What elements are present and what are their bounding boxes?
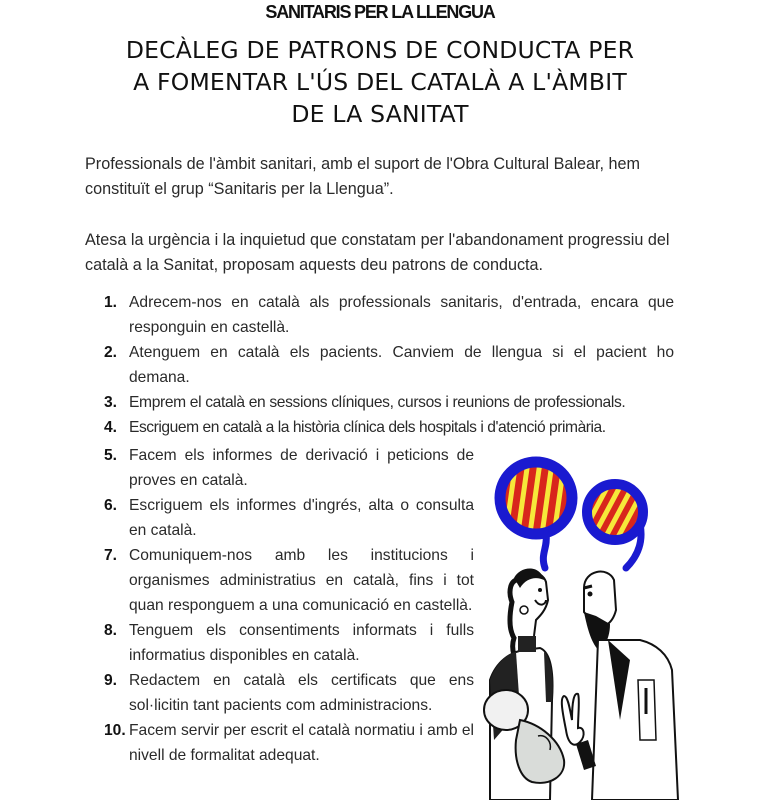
item-number: 5. [104, 447, 118, 464]
list-item [104, 718, 474, 768]
item-number: 6. [104, 497, 118, 514]
list-item [104, 668, 474, 718]
list-item [104, 543, 474, 618]
item-text: Adrecem-nos en català als professionals sanitaris, d'entrada, encara que responguin en castellà. [129, 294, 674, 336]
title-line: A FOMENTAR L'ÚS DEL CATALÀ A L'ÀMBIT [133, 68, 627, 96]
title-line: DE LA SANITAT [291, 100, 469, 128]
intro-text: Professionals de l'àmbit sanitari, amb el suport de l'Obra Cultural Balear, hem constituït el grup “Sanitaris per la Llengua”. [85, 155, 641, 198]
item-text: Emprem el català en sessions clíniques, cursos i reunions de professionals. [129, 394, 626, 411]
doctor-and-mother-illustration-icon [480, 440, 680, 800]
title-line: DECÀLEG DE PATRONS DE CONDUCTA PER [125, 36, 635, 64]
item-text: Comuniquem-nos amb les institucions i organismes administratius en català, fins i tot quan responguem a una comunicació en castellà. [129, 547, 474, 614]
list-item [104, 415, 674, 440]
list-item [104, 340, 674, 390]
item-text: Atenguem en català els pacients. Canviem de llengua si el pacient ho demana. [129, 344, 674, 386]
item-text: Escriguem els informes d'ingrés, alta o consulta en català. [129, 497, 474, 539]
item-number: 4. [104, 419, 118, 436]
item-number: 2. [104, 344, 118, 361]
item-number: 1. [104, 294, 118, 311]
list-item [104, 493, 474, 543]
item-number: 10. [104, 722, 126, 739]
kicker-heading: SANITARIS PER LA LLENGUA [265, 2, 495, 22]
list-item [104, 443, 474, 493]
illustration [480, 440, 680, 800]
list-item [104, 390, 674, 415]
intro-paragraph-2 [85, 228, 685, 278]
intro-paragraph-1 [85, 152, 685, 202]
list-item [104, 618, 474, 668]
item-number: 7. [104, 547, 118, 564]
decalogue-list-bottom [104, 443, 474, 768]
item-text: Escriguem en català a la història clínica dels hospitals i d'atenció primària. [129, 419, 606, 436]
item-number: 8. [104, 622, 118, 639]
item-number: 3. [104, 394, 118, 411]
intro-text: Atesa la urgència i la inquietud que constatam per l'abandonament progressiu del català a la Sanitat, proposam aquests deu patrons de conducta. [85, 231, 670, 274]
page-title [0, 34, 760, 130]
item-text: Redactem en català els certificats que ens sol·licitin tant pacients com administracions. [129, 672, 474, 714]
item-text: Facem servir per escrit el català normatiu i amb el nivell de formalitat adequat. [129, 722, 474, 764]
list-item [104, 290, 674, 340]
item-text: Tenguem els consentiments informats i fulls informatius disponibles en català. [129, 622, 474, 664]
item-number: 9. [104, 672, 118, 689]
item-text: Facem els informes de derivació i peticions de proves en català. [129, 447, 474, 489]
decalogue-list-top [104, 290, 674, 440]
